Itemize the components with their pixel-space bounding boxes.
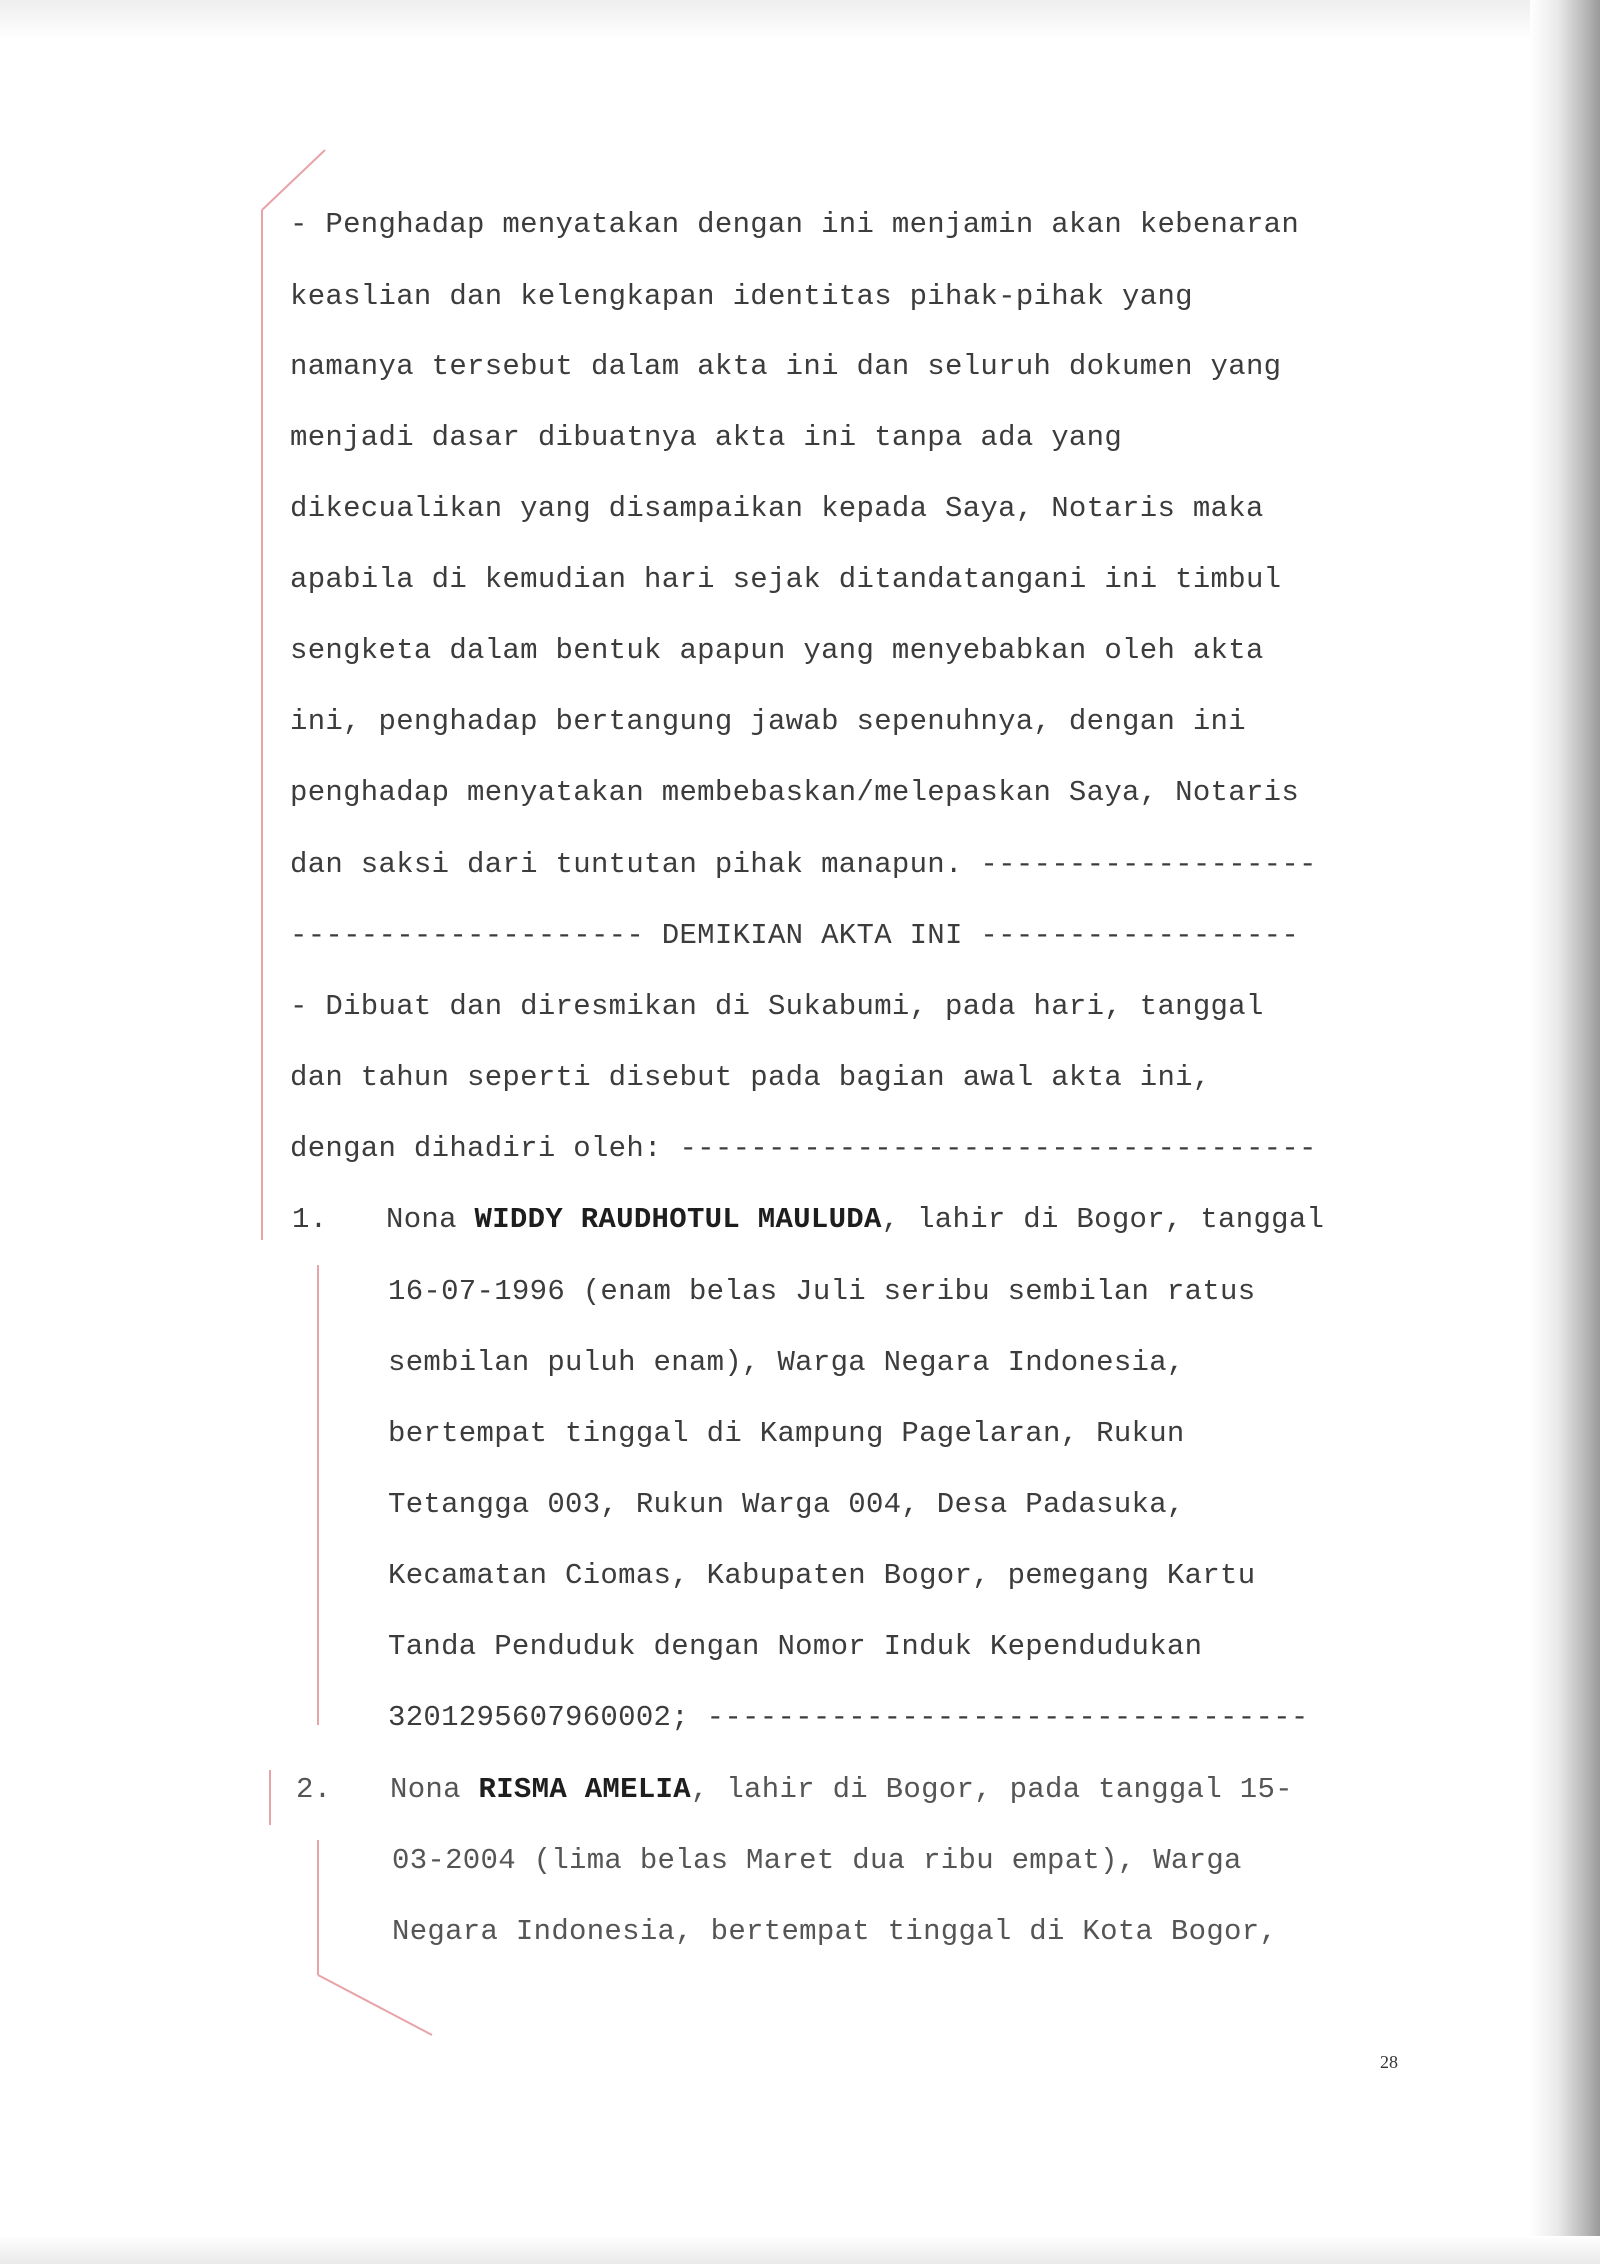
person-name: WIDDY RAUDHOTUL MAULUDA (474, 1203, 882, 1236)
list-item-line: Tetangga 003, Rukun Warga 004, Desa Padasuka, (388, 1488, 1185, 1521)
text-line: dikecualikan yang disampaikan kepada Saya, Notaris maka (290, 492, 1264, 525)
list-item-line: bertempat tinggal di Kampung Pagelaran, Rukun (388, 1417, 1185, 1450)
text-line: dengan dihadiri oleh: ------------------------------------ (290, 1132, 1317, 1165)
name-prefix: Nona (386, 1203, 457, 1236)
list-item-line: 03-2004 (lima belas Maret dua ribu empat), Warga (392, 1844, 1242, 1877)
text-line: ini, penghadap bertangung jawab sepenuhnya, dengan ini (290, 705, 1246, 738)
text-line: dan saksi dari tuntutan pihak manapun. ------------------- (290, 848, 1317, 881)
text-line: namanya tersebut dalam akta ini dan seluruh dokumen yang (290, 350, 1282, 383)
list-item-number: 2. (296, 1773, 332, 1806)
list-item-line: Kecamatan Ciomas, Kabupaten Bogor, pemegang Kartu (388, 1559, 1256, 1592)
text-line: menjadi dasar dibuatnya akta ini tanpa ada yang (290, 421, 1123, 454)
text-line: dan tahun seperti disebut pada bagian awal akta ini, (290, 1061, 1211, 1094)
list-item-number: 1. (292, 1203, 328, 1236)
text-line: apabila di kemudian hari sejak ditandatangani ini timbul (290, 563, 1282, 596)
first-line-rest: , lahir di Bogor, pada tanggal 15- (690, 1773, 1293, 1806)
person-name: RISMA AMELIA (478, 1773, 691, 1806)
list-item-line: sembilan puluh enam), Warga Negara Indonesia, (388, 1346, 1185, 1379)
text-line: penghadap menyatakan membebaskan/melepaskan Saya, Notaris (290, 776, 1300, 809)
text-line: - Dibuat dan diresmikan di Sukabumi, pada hari, tanggal (290, 990, 1264, 1023)
page-number: 28 (1380, 2052, 1398, 2072)
list-item-line: 3201295607960002; ---------------------------------- (388, 1701, 1309, 1734)
text-line-content: keaslian dan kelengkapan identitas pihak-pihak yang (290, 280, 1193, 313)
text-line (290, 280, 1378, 314)
list-item-line: Negara Indonesia, bertempat tinggal di Kota Bogor, (392, 1915, 1278, 1948)
text-line: - Penghadap menyatakan dengan ini menjamin akan kebenaran (290, 208, 1300, 241)
list-item-first-line (390, 1773, 1293, 1807)
list-item-line: Tanda Penduduk dengan Nomor Induk Kependudukan (388, 1630, 1203, 1663)
name-prefix: Nona (390, 1773, 461, 1806)
list-item-first-line (386, 1203, 1324, 1237)
text-line: sengketa dalam bentuk apapun yang menyebabkan oleh akta (290, 634, 1264, 667)
list-item-line: 16-07-1996 (enam belas Juli seribu sembilan ratus (388, 1275, 1256, 1308)
section-heading: -------------------- DEMIKIAN AKTA INI ------------------ (290, 919, 1300, 952)
first-line-rest: , lahir di Bogor, tanggal (881, 1203, 1325, 1236)
